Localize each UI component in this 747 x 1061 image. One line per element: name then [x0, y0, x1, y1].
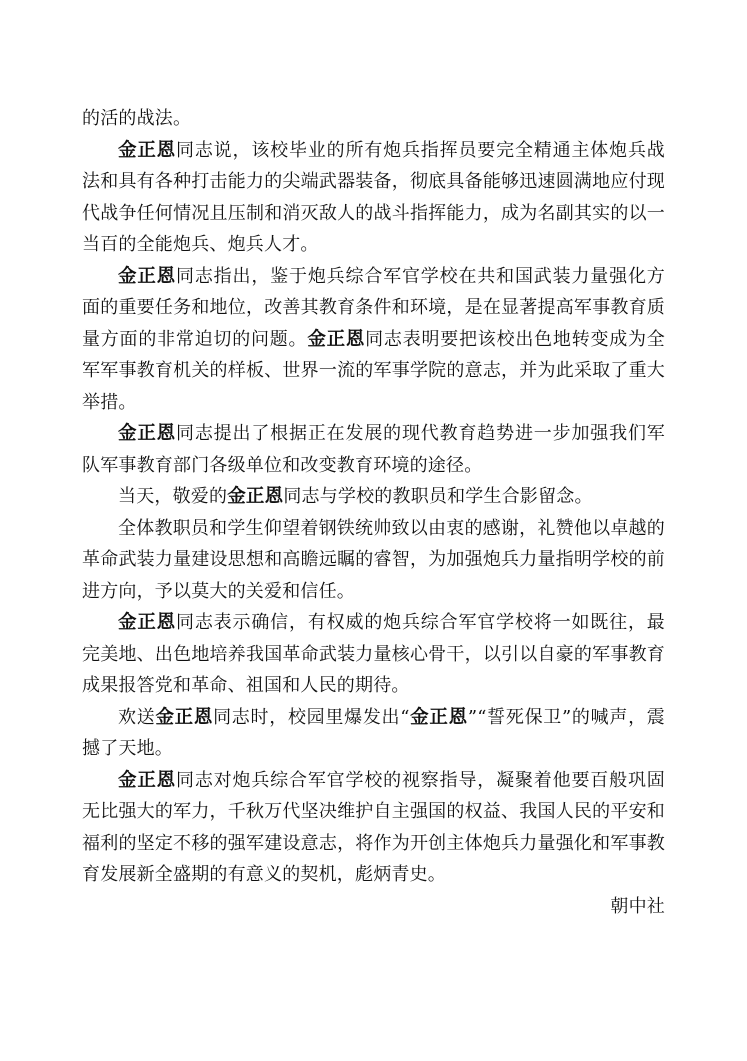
paragraph-text: 同志指出，鉴于炮兵综合军官学校在共和国武装力量强化方面的重要任务和地位，改善其教育条件和环境，是在显著提高军事教育质量方面的非常迫切的问题。 — [82, 265, 665, 350]
leader-name: 金正恩 — [118, 139, 176, 161]
paragraph-text: 的活的战法。 — [82, 108, 192, 129]
paragraph — [82, 418, 665, 481]
paragraph-text: 同志时，校园里爆发出“ — [213, 706, 410, 728]
paragraph-text: 欢送 — [118, 706, 156, 728]
paragraph-text: 全体教职员和学生仰望着钢铁统帅致以由衷的感谢，礼赞他以卓越的革命武装力量建设思想和高瞻远瞩的睿智，为加强炮兵力量指明学校的前进方向，予以莫大的关爱和信任。 — [82, 517, 665, 602]
paragraph-text: 同志表示确信，有权威的炮兵综合军官学校将一如既往，最完美地、出色地培养我国革命武装力量核心骨干，以引以自豪的军事教育成果报答党和革命、祖国和人民的期待。 — [82, 612, 665, 696]
paragraph — [82, 261, 665, 419]
paragraph-text: 同志说，该校毕业的所有炮兵指挥员要完全精通主体炮兵战法和具有各种打击能力的尖端武器装备，彻底具备能够迅速圆满地应付现代战争任何情况且压制和消灭敌人的战斗指挥能力，成为名副其实的以一当百的全能炮兵、炮兵人才。 — [82, 139, 665, 255]
paragraph-text: ”“誓死保卫”的喊声，震撼了天地。 — [82, 706, 665, 759]
paragraph-text: 当天，敬爱的 — [118, 486, 228, 507]
paragraph — [82, 103, 665, 135]
paragraph — [82, 513, 665, 608]
leader-name: 金正恩 — [118, 769, 176, 791]
leader-name: 金正恩 — [307, 328, 366, 350]
paragraph — [82, 702, 665, 765]
leader-name: 金正恩 — [155, 706, 214, 728]
paragraph-text: 同志对炮兵综合军官学校的视察指导，凝聚着他要百般巩固无比强大的军力，千秋万代坚决维护自主强国的权益、我国人民的平安和福利的坚定不移的强军建设意志，将作为开创主体炮兵力量强化和军事教育发展新全盛期的有意义的契机，彪炳青史。 — [82, 769, 665, 885]
leader-name: 金正恩 — [118, 612, 176, 633]
paragraph — [82, 765, 665, 891]
leader-name: 金正恩 — [409, 706, 468, 728]
news-agency-signature: 朝中社 — [610, 895, 665, 917]
leader-name: 金正恩 — [118, 265, 176, 287]
leader-name: 金正恩 — [118, 423, 176, 444]
paragraph — [82, 135, 665, 261]
article-body — [82, 103, 665, 922]
paragraph — [82, 607, 665, 702]
paragraph-text: 同志与学校的教职员和学生合影留念。 — [283, 486, 593, 507]
paragraph-text: 同志提出了根据正在发展的现代教育趋势进一步加强我们军队军事教育部门各级单位和改变教育环境的途径。 — [82, 423, 665, 476]
paragraph — [82, 481, 665, 513]
paragraph-text: 同志表明要把该校出色地转变成为全军军事教育机关的样板、世界一流的军事学院的意志，并为此采取了重大举措。 — [82, 328, 665, 413]
leader-name: 金正恩 — [227, 486, 284, 507]
